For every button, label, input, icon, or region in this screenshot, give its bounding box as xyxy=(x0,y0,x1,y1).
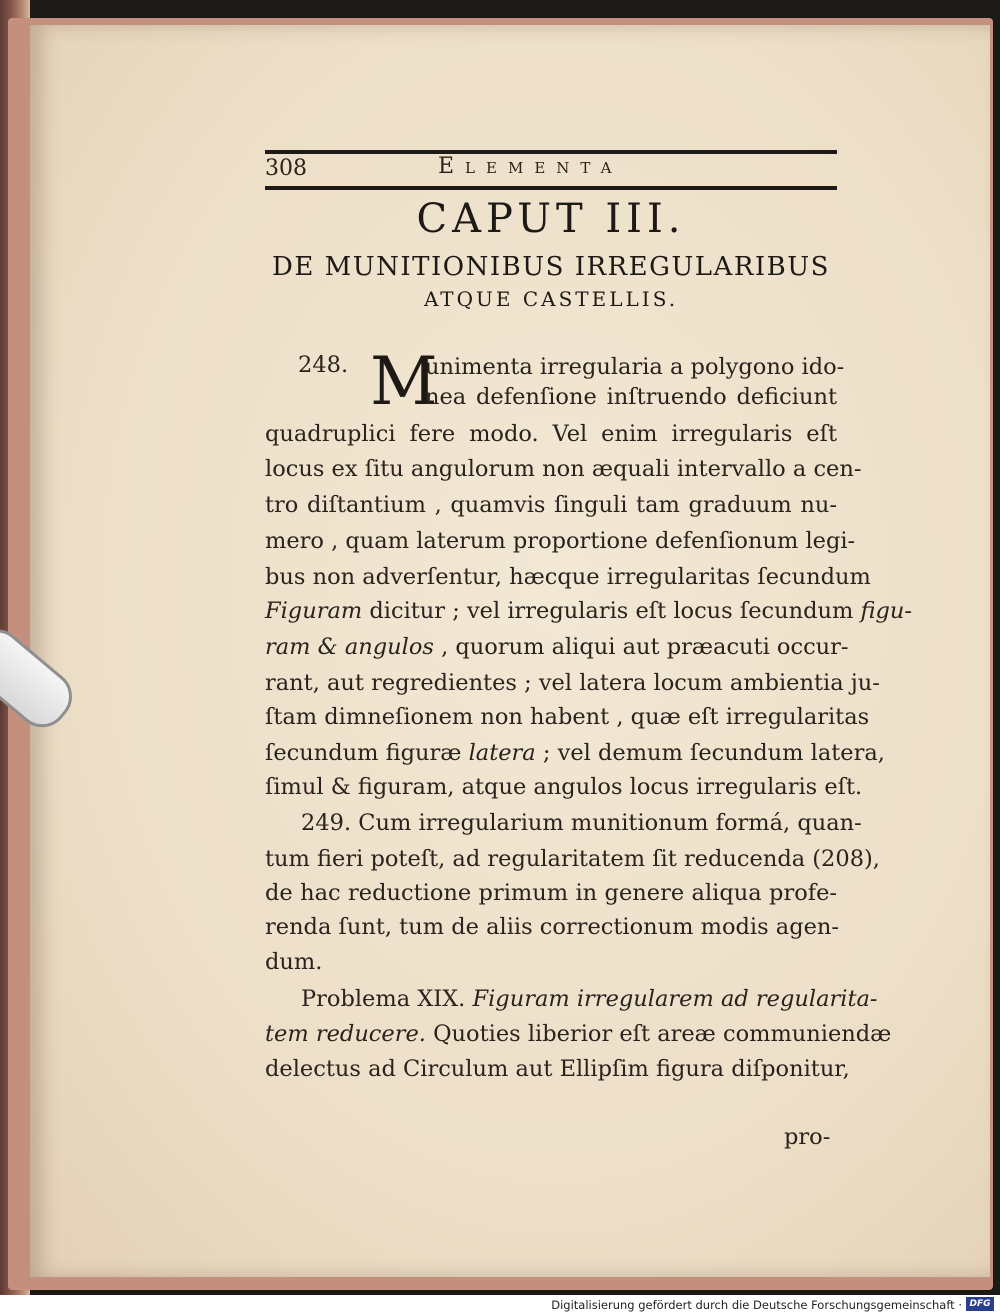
text-span: ſecundum figuræ xyxy=(265,740,469,766)
digitization-credit: Digitalisierung gefördert durch die Deutsche Forschungsgemeinschaft · xyxy=(551,1298,962,1312)
text-line: nea defenſione inſtruendo deficiunt xyxy=(425,384,837,410)
italic-term: figu- xyxy=(860,598,912,624)
text-line: renda ſunt, tum de aliis correctionum modis agen- xyxy=(265,914,840,940)
text-line: quadruplici fere modo. Vel enim irregularis eſt xyxy=(265,421,837,447)
italic-term: ram & angulos xyxy=(265,634,434,660)
text-span: dicitur ; vel irregularis eſt locus ſecundum xyxy=(362,598,861,624)
text-line: bus non adverſentur, hæcque irregularitas ſecundum xyxy=(265,564,871,590)
text-line: dum. xyxy=(265,949,323,975)
drop-cap: M xyxy=(370,343,438,420)
text-line: tum fieri poteſt, ad regularitatem ſit reducenda (208), xyxy=(265,846,880,872)
italic-term: latera xyxy=(468,740,536,766)
italic-term: Figuram xyxy=(265,598,363,624)
text-span: , quorum aliqui aut præacuti occur- xyxy=(433,634,849,660)
section-title-line-1: DE MUNITIONIBUS IRREGULARIBUS xyxy=(272,252,830,282)
text-line: mero , quam laterum proportione defenſionum legi- xyxy=(265,528,856,554)
text-line: locus ex ſitu angulorum non æquali intervallo a cen- xyxy=(265,456,862,482)
text-line: ſtam dimneſionem non habent , quæ eſt irregularitas xyxy=(265,704,870,730)
page-number: 308 xyxy=(265,156,307,181)
text-line xyxy=(265,984,878,1014)
text-line xyxy=(265,1019,892,1049)
text-line xyxy=(265,632,849,662)
dfg-logo: DFG xyxy=(966,1297,994,1311)
italic-term: tem reducere. xyxy=(265,1021,426,1047)
catchword: pro- xyxy=(784,1124,831,1150)
italic-term: Figuram irregularem ad regularita- xyxy=(472,986,878,1012)
text-line: rant, aut regredientes ; vel latera locum ambientia ju- xyxy=(265,670,880,696)
header-rule-bottom xyxy=(265,186,837,190)
text-line: delectus ad Circulum aut Ellipſim figura diſponitur, xyxy=(265,1056,850,1082)
problem-label: Problema XIX. xyxy=(301,986,473,1012)
text-span: ; vel demum ſecundum latera, xyxy=(535,740,885,766)
text-line xyxy=(265,738,885,768)
text-line: ſimul & figuram, atque angulos locus irregularis eſt. xyxy=(265,774,863,800)
text-line: tro diſtantium , quamvis ſinguli tam graduum nu- xyxy=(265,492,837,518)
text-line: 249. Cum irregularium munitionum formá, quan- xyxy=(301,810,862,836)
section-title-line-2: ATQUE CASTELLIS. xyxy=(423,287,679,311)
text-line xyxy=(265,596,912,626)
paragraph-number-248: 248. xyxy=(298,352,349,378)
text-line: unimenta irregularia a polygono ido- xyxy=(425,354,845,380)
text-line: de hac reductione primum in genere aliqua profe- xyxy=(265,880,837,906)
chapter-title: CAPUT III. xyxy=(416,196,686,242)
text-span: Quoties liberior eſt areæ communiendæ xyxy=(425,1021,892,1047)
running-head: Elementa xyxy=(438,154,623,179)
